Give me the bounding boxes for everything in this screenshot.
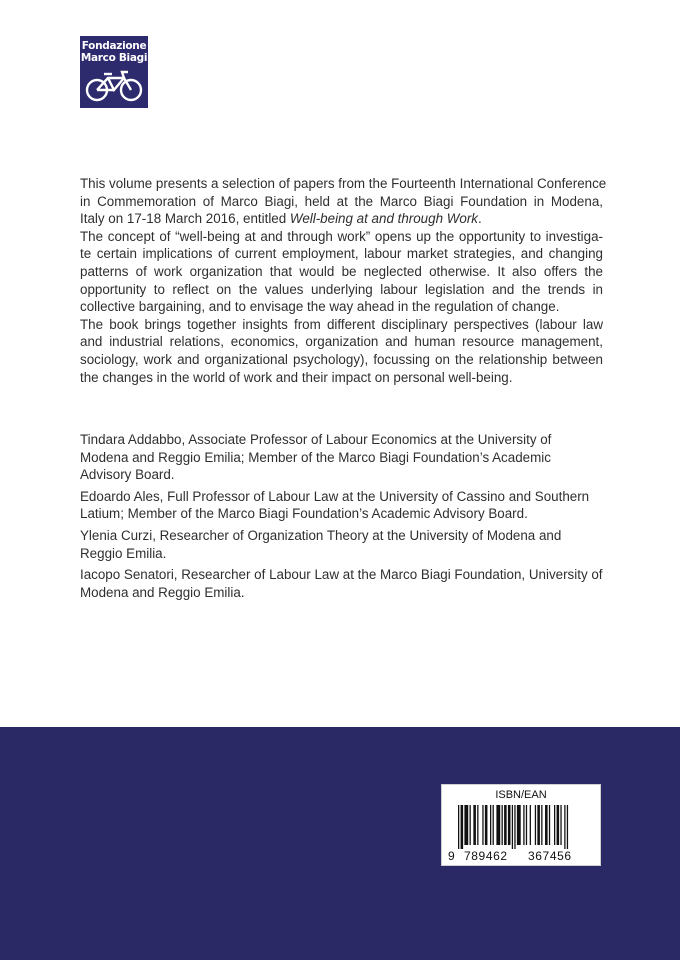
bicycle-icon bbox=[84, 69, 144, 103]
barcode-bar bbox=[535, 805, 536, 845]
text-line: This volume presents a selection of papers from the Fourteenth International Conference bbox=[80, 176, 607, 191]
logo-text-line1: Fondazione bbox=[81, 40, 147, 52]
barcode-bar bbox=[473, 805, 476, 845]
text-line: and industrial relations, economics, organization and human resource management, bbox=[80, 334, 603, 350]
barcode-bar bbox=[537, 805, 540, 845]
barcode-bar bbox=[490, 805, 491, 845]
barcode-bar bbox=[564, 805, 565, 849]
barcode-bar bbox=[502, 805, 503, 845]
barcode-bar bbox=[504, 805, 507, 845]
abstract bbox=[80, 175, 607, 386]
isbn-label: ISBN/EAN bbox=[495, 789, 547, 801]
barcode-bar bbox=[458, 805, 459, 849]
abstract-paragraph-2 bbox=[80, 228, 603, 316]
logo-text-line2: Marco Biagi bbox=[80, 52, 148, 64]
barcode-bar bbox=[508, 805, 511, 845]
barcode-bar bbox=[477, 805, 478, 845]
barcode-image bbox=[448, 805, 596, 851]
barcode-bar bbox=[514, 805, 515, 849]
barcode-bar bbox=[530, 805, 531, 845]
barcode-bar bbox=[482, 805, 483, 845]
abstract-paragraph-3 bbox=[80, 316, 603, 386]
barcode-bar bbox=[470, 805, 471, 845]
author-bios bbox=[80, 431, 603, 605]
barcode-bar bbox=[496, 805, 500, 845]
author-bio: Iacopo Senatori, Researcher of Labour Law at the Marco Biagi Foundation, University of Modena and Reggio Emilia. bbox=[80, 567, 603, 600]
foundation-logo bbox=[80, 36, 148, 108]
barcode-bar bbox=[523, 805, 524, 845]
barcode-bar bbox=[493, 805, 494, 845]
barcode-bar bbox=[526, 805, 527, 845]
text-line: patterns of work organization that would be neglected otherwise. It also offers the bbox=[80, 263, 603, 279]
book-title-italic: Well-being at and through Work bbox=[289, 211, 478, 227]
barcode-digit-lead: 9 bbox=[448, 849, 456, 863]
barcode-digits-right: 367456 bbox=[528, 849, 572, 863]
text-line: te certain implications of current employment, labour market strategies, and changing bbox=[80, 246, 603, 262]
text-line: sociology, work and organizational psychology), focussing on the relationship between bbox=[80, 351, 603, 367]
author-bio: Edoardo Ales, Full Professor of Labour Law at the University of Cassino and Southern Latium; Member of the Marco Biagi Foundation’s Academic Advisory Board. bbox=[80, 488, 590, 522]
text-line: The book brings together insights from different disciplinary perspectives (labour law bbox=[80, 316, 603, 332]
barcode-bar bbox=[557, 805, 560, 845]
text-line bbox=[80, 210, 603, 228]
barcode-bar bbox=[512, 805, 513, 849]
barcode-bar bbox=[549, 805, 550, 845]
text-line: opportunity to reflect on the values underlying labour legislation and the trends in bbox=[80, 281, 603, 297]
barcode-bar bbox=[560, 805, 561, 845]
barcode-bar bbox=[545, 805, 548, 845]
barcode-bar bbox=[567, 805, 568, 849]
barcode-bar bbox=[485, 805, 488, 845]
text-line: collective bargaining, and to envisage the way ahead in the regulation of change. bbox=[80, 299, 560, 315]
barcode-bar bbox=[464, 805, 468, 845]
barcode-digits-left: 789462 bbox=[464, 849, 508, 863]
barcode-bar bbox=[554, 805, 555, 845]
author-bio: Tindara Addabbo, Associate Professor of Labour Economics at the University of Modena and Reggio Emilia; Member of the Marco Biagi Foundation’s Academic Advisory Board. bbox=[80, 432, 552, 483]
barcode-bar bbox=[517, 805, 521, 845]
abstract-paragraph-1 bbox=[80, 175, 607, 228]
text-segment: Italy on 17-18 March 2016, entitled bbox=[80, 211, 290, 227]
author-bio: Ylenia Curzi, Researcher of Organization Theory at the University of Modena and Reggio Emilia. bbox=[80, 527, 562, 561]
barcode-box bbox=[441, 784, 601, 866]
barcode-bar bbox=[541, 805, 542, 845]
text-segment: . bbox=[478, 211, 482, 227]
text-line: in Commemoration of Marco Biagi, held at the Marco Biagi Foundation in Modena, bbox=[80, 193, 603, 209]
text-line: the changes in the world of work and their impact on personal well-being. bbox=[80, 369, 513, 385]
barcode-bar bbox=[461, 805, 464, 849]
text-line: The concept of “well-being at and through work” opens up the opportunity to investiga- bbox=[80, 228, 603, 244]
